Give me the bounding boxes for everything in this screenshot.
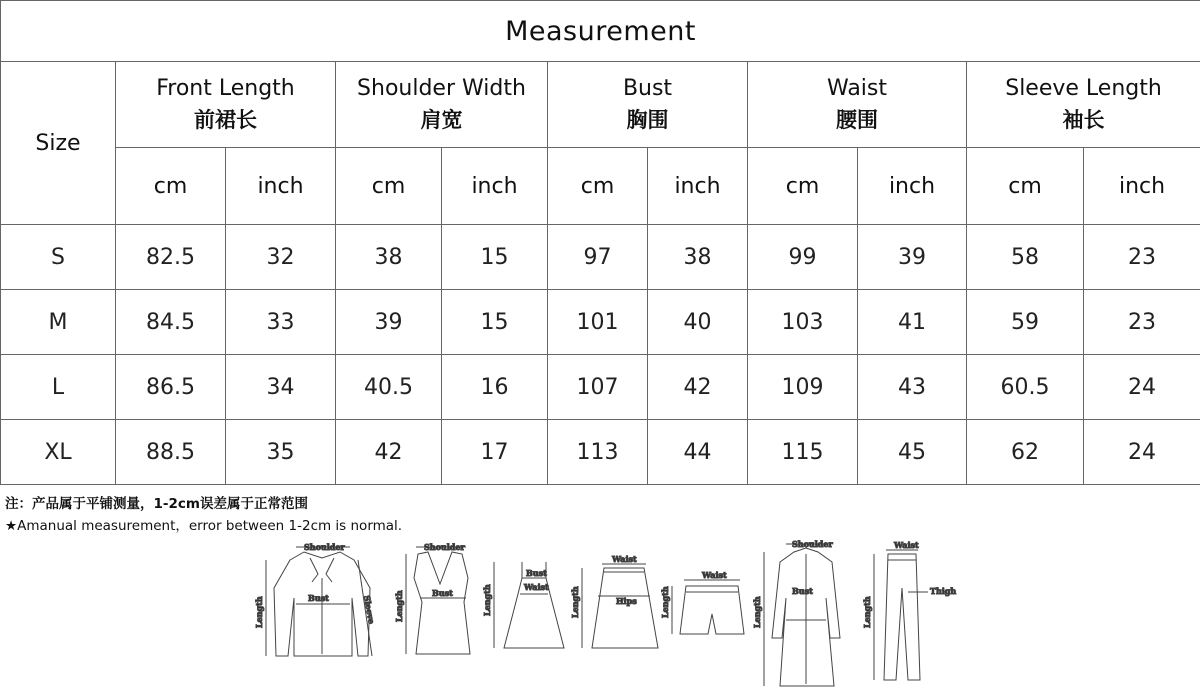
vest-diagram xyxy=(394,542,470,654)
table-row xyxy=(1,420,1200,485)
value-cell: 15 xyxy=(442,290,548,355)
diagram-label-length: Length xyxy=(862,596,872,628)
table-row xyxy=(1,355,1200,420)
size-cell: S xyxy=(1,225,116,290)
table-title: Measurement xyxy=(1,1,1200,62)
diagram-label-waist: Waist xyxy=(702,570,727,580)
col-header-label-zh: 胸围 xyxy=(626,108,669,133)
value-cell: 45 xyxy=(858,420,967,485)
table-row xyxy=(1,290,1200,355)
unit-inch: inch xyxy=(1084,148,1200,225)
diagram-label-waist: Waist xyxy=(612,554,637,564)
col-header-label: Shoulder Width xyxy=(357,76,526,102)
unit-inch: inch xyxy=(858,148,967,225)
diagram-label-sleeve: Sleeve xyxy=(362,594,377,625)
unit-inch: inch xyxy=(226,148,336,225)
diagram-label-bust: Bust xyxy=(792,586,813,596)
value-cell: 82.5 xyxy=(116,225,226,290)
value-cell: 23 xyxy=(1084,225,1200,290)
value-cell: 115 xyxy=(748,420,858,485)
value-cell: 44 xyxy=(648,420,748,485)
diagram-label-shoulder: Shoulder xyxy=(792,539,833,549)
coat-diagram xyxy=(752,539,840,686)
value-cell: 43 xyxy=(858,355,967,420)
diagram-label-length: Length xyxy=(254,596,264,628)
value-cell: 15 xyxy=(442,225,548,290)
value-cell: 58 xyxy=(967,225,1084,290)
col-header-label-zh: 前裙长 xyxy=(194,108,257,133)
col-header-label: Sleeve Length xyxy=(1005,76,1162,102)
trousers-diagram xyxy=(862,540,956,680)
value-cell: 62 xyxy=(967,420,1084,485)
unit-inch: inch xyxy=(648,148,748,225)
diagram-label-length: Length xyxy=(752,596,762,628)
dress-diagram xyxy=(482,562,564,648)
value-cell: 33 xyxy=(226,290,336,355)
note-chinese: 注：产品属于平铺测量，1-2cm误差属于正常范围 xyxy=(5,496,308,512)
value-cell: 42 xyxy=(648,355,748,420)
col-header-label: Front Length xyxy=(156,76,295,102)
value-cell: 99 xyxy=(748,225,858,290)
diagram-label-shoulder: Shoulder xyxy=(424,542,465,552)
diagram-label-hips: Hips xyxy=(616,596,637,606)
diagram-label-waist: Waist xyxy=(894,540,919,550)
size-cell: L xyxy=(1,355,116,420)
shorts-diagram xyxy=(660,570,744,634)
garment-diagrams xyxy=(246,538,958,692)
col-header-label-zh: 腰围 xyxy=(836,108,878,133)
value-cell: 84.5 xyxy=(116,290,226,355)
value-cell: 60.5 xyxy=(967,355,1084,420)
unit-cm: cm xyxy=(748,148,858,225)
size-header: Size xyxy=(1,62,116,225)
value-cell: 59 xyxy=(967,290,1084,355)
col-header-label: Bust xyxy=(622,76,673,102)
unit-cm: cm xyxy=(967,148,1084,225)
value-cell: 35 xyxy=(226,420,336,485)
value-cell: 113 xyxy=(548,420,648,485)
col-header-front-length xyxy=(116,62,336,148)
skirt-diagram xyxy=(570,554,658,648)
value-cell: 38 xyxy=(648,225,748,290)
value-cell: 34 xyxy=(226,355,336,420)
unit-cm: cm xyxy=(336,148,442,225)
unit-inch: inch xyxy=(442,148,548,225)
diagram-label-bust: Bust xyxy=(308,593,329,603)
size-cell: M xyxy=(1,290,116,355)
value-cell: 97 xyxy=(548,225,648,290)
diagram-label-waist: Waist xyxy=(524,582,549,592)
value-cell: 40.5 xyxy=(336,355,442,420)
value-cell: 39 xyxy=(858,225,967,290)
diagram-label-thigh: Thigh xyxy=(930,586,957,596)
value-cell: 41 xyxy=(858,290,967,355)
col-header-label: Waist xyxy=(826,76,888,102)
value-cell: 38 xyxy=(336,225,442,290)
diagram-label-length: Length xyxy=(660,586,670,618)
value-cell: 24 xyxy=(1084,420,1200,485)
value-cell: 88.5 xyxy=(116,420,226,485)
diagram-label-length: Length xyxy=(570,586,580,618)
value-cell: 40 xyxy=(648,290,748,355)
value-cell: 24 xyxy=(1084,355,1200,420)
unit-cm: cm xyxy=(116,148,226,225)
blouse-diagram xyxy=(254,542,377,656)
value-cell: 23 xyxy=(1084,290,1200,355)
diagram-label-bust: Bust xyxy=(432,588,453,598)
value-cell: 42 xyxy=(336,420,442,485)
value-cell: 39 xyxy=(336,290,442,355)
diagram-label-length: Length xyxy=(394,590,404,622)
col-header-label-zh: 袖长 xyxy=(1062,108,1105,133)
col-header-bust xyxy=(548,62,748,148)
diagram-label-bust: Bust xyxy=(526,568,547,578)
value-cell: 107 xyxy=(548,355,648,420)
value-cell: 17 xyxy=(442,420,548,485)
col-header-waist xyxy=(748,62,967,148)
value-cell: 103 xyxy=(748,290,858,355)
diagram-label-shoulder: Shoulder xyxy=(304,542,345,552)
value-cell: 109 xyxy=(748,355,858,420)
value-cell: 16 xyxy=(442,355,548,420)
table-row xyxy=(1,225,1200,290)
col-header-sleeve-length xyxy=(967,62,1200,148)
size-cell: XL xyxy=(1,420,116,485)
value-cell: 101 xyxy=(548,290,648,355)
col-header-shoulder-width xyxy=(336,62,548,148)
value-cell: 32 xyxy=(226,225,336,290)
value-cell: 86.5 xyxy=(116,355,226,420)
diagram-label-length: Length xyxy=(482,584,492,616)
note-english: ★Amanual measurement，error between 1-2cm is normal. xyxy=(5,518,403,534)
col-header-label-zh: 肩宽 xyxy=(420,108,463,133)
unit-cm: cm xyxy=(548,148,648,225)
